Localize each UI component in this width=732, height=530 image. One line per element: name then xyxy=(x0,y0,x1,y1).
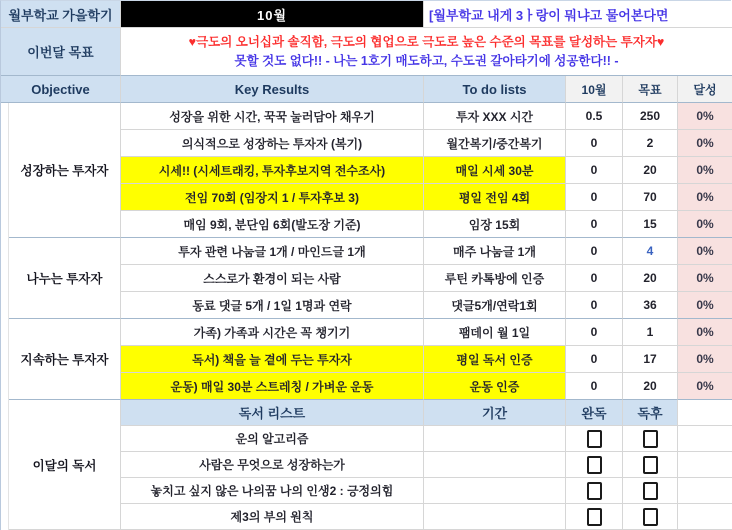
book-period-cell[interactable] xyxy=(424,504,566,530)
column-header-todo: To do lists xyxy=(424,76,566,103)
achieved-value: 0% xyxy=(678,346,732,373)
todo-cell[interactable]: 월간복기/중간복기 xyxy=(424,130,566,157)
book-period-cell[interactable] xyxy=(424,478,566,504)
kr-cell[interactable]: 매임 9회, 분단임 6회(발도장 기준) xyxy=(121,211,424,238)
column-header-key-results: Key Results xyxy=(121,76,424,103)
done-checkbox[interactable] xyxy=(587,456,602,474)
column-header-achieved: 달성 xyxy=(678,76,732,103)
achieved-value: 0% xyxy=(678,157,732,184)
column-header-month: 10월 xyxy=(566,76,623,103)
objective-sharing-investor: 나누는 투자자 xyxy=(9,238,121,319)
review-checkbox[interactable] xyxy=(643,430,658,448)
monthly-goal-text xyxy=(121,28,732,76)
book-period-cell[interactable] xyxy=(424,426,566,452)
review-checkbox[interactable] xyxy=(643,508,658,526)
oct-value[interactable]: 0 xyxy=(566,373,623,400)
book-done-cell xyxy=(566,478,623,504)
book-spacer-cell xyxy=(678,452,732,478)
book-spacer-cell xyxy=(678,504,732,530)
book-done-cell xyxy=(566,452,623,478)
reading-period-header: 기간 xyxy=(424,400,566,426)
reading-header-spacer xyxy=(678,400,732,426)
month-banner: 10월 xyxy=(121,1,424,28)
todo-cell[interactable]: 평일 독서 인증 xyxy=(424,346,566,373)
achieved-value: 0% xyxy=(678,184,732,211)
achieved-value: 0% xyxy=(678,373,732,400)
book-review-cell xyxy=(623,478,678,504)
target-value[interactable]: 15 xyxy=(623,211,678,238)
book-title[interactable]: 놓치고 싶지 않은 나의꿈 나의 인생2 : 긍정의힘 xyxy=(121,478,424,504)
book-review-cell xyxy=(623,504,678,530)
oct-value[interactable]: 0 xyxy=(566,130,623,157)
oct-value[interactable]: 0 xyxy=(566,319,623,346)
kr-cell[interactable]: 가족) 가족과 시간은 꼭 챙기기 xyxy=(121,319,424,346)
target-value[interactable]: 70 xyxy=(623,184,678,211)
book-done-cell xyxy=(566,504,623,530)
achieved-value: 0% xyxy=(678,319,732,346)
kr-cell[interactable]: 시세!! (시세트래킹, 투자후보지역 전수조사) xyxy=(121,157,424,184)
oct-value[interactable]: 0 xyxy=(566,238,623,265)
achieved-value: 0% xyxy=(678,292,732,319)
target-value[interactable]: 36 xyxy=(623,292,678,319)
achieved-value: 0% xyxy=(678,238,732,265)
oct-value[interactable]: 0 xyxy=(566,184,623,211)
objective-monthly-reading: 이달의 독서 xyxy=(9,400,121,530)
todo-cell[interactable]: 매주 나눔글 1개 xyxy=(424,238,566,265)
oct-value[interactable]: 0 xyxy=(566,346,623,373)
todo-cell[interactable]: 매일 시세 30분 xyxy=(424,157,566,184)
done-checkbox[interactable] xyxy=(587,482,602,500)
reading-review-header: 독후 xyxy=(623,400,678,426)
todo-cell[interactable]: 루틴 카톡방에 인증 xyxy=(424,265,566,292)
book-review-cell xyxy=(623,452,678,478)
review-checkbox[interactable] xyxy=(643,456,658,474)
done-checkbox[interactable] xyxy=(587,508,602,526)
todo-cell[interactable]: 평일 전임 4회 xyxy=(424,184,566,211)
book-title[interactable]: 운의 알고리즘 xyxy=(121,426,424,452)
goal-line-1: ♥극도의 오너십과 솔직함, 극도의 협업으로 극도로 높은 수준의 목표를 달성하는 투자자♥ xyxy=(188,35,665,50)
kr-cell[interactable]: 성장을 위한 시간, 꾹꾹 눌러담아 채우기 xyxy=(121,103,424,130)
book-review-cell xyxy=(623,426,678,452)
monthly-goal-label: 이번달 목표 xyxy=(1,28,121,76)
oct-value[interactable]: 0 xyxy=(566,211,623,238)
kr-cell[interactable]: 의식적으로 성장하는 투자자 (복기) xyxy=(121,130,424,157)
oct-value[interactable]: 0 xyxy=(566,292,623,319)
target-value[interactable]: 1 xyxy=(623,319,678,346)
kr-cell[interactable]: 동료 댓글 5개 / 1일 1명과 연락 xyxy=(121,292,424,319)
todo-cell[interactable]: 팸데이 월 1일 xyxy=(424,319,566,346)
kr-cell[interactable]: 운동) 매일 30분 스트레칭 / 가벼운 운동 xyxy=(121,373,424,400)
kr-cell[interactable]: 투자 관련 나눔글 1개 / 마인드글 1개 xyxy=(121,238,424,265)
review-checkbox[interactable] xyxy=(643,482,658,500)
target-value[interactable]: 20 xyxy=(623,265,678,292)
oct-value[interactable]: 0.5 xyxy=(566,103,623,130)
term-title: 월부학교 가을학기 xyxy=(1,1,121,28)
book-spacer-cell xyxy=(678,478,732,504)
column-header-target: 목표 xyxy=(623,76,678,103)
todo-cell[interactable]: 임장 15회 xyxy=(424,211,566,238)
target-value[interactable]: 4 xyxy=(623,238,678,265)
achieved-value: 0% xyxy=(678,130,732,157)
achieved-value: 0% xyxy=(678,211,732,238)
goal-line-2: 못할 것도 없다!! - 나는 1호기 매도하고, 수도권 갈아타기에 성공한다!! - xyxy=(234,53,619,68)
book-title[interactable]: 제3의 부의 원칙 xyxy=(121,504,424,530)
column-header-objective: Objective xyxy=(1,76,121,103)
book-spacer-cell xyxy=(678,426,732,452)
objective-persisting-investor: 지속하는 투자자 xyxy=(9,319,121,400)
target-value[interactable]: 2 xyxy=(623,130,678,157)
achieved-value: 0% xyxy=(678,265,732,292)
objective-growing-investor: 성장하는 투자자 xyxy=(9,103,121,238)
target-value[interactable]: 20 xyxy=(623,157,678,184)
left-gutter xyxy=(1,103,9,530)
todo-cell[interactable]: 운동 인증 xyxy=(424,373,566,400)
book-title[interactable]: 사람은 무엇으로 성장하는가 xyxy=(121,452,424,478)
done-checkbox[interactable] xyxy=(587,430,602,448)
todo-cell[interactable]: 댓글5개/연락1회 xyxy=(424,292,566,319)
achieved-value: 0% xyxy=(678,103,732,130)
oct-value[interactable]: 0 xyxy=(566,157,623,184)
target-value[interactable]: 250 xyxy=(623,103,678,130)
target-value[interactable]: 17 xyxy=(623,346,678,373)
kr-cell[interactable]: 스스로가 환경이 되는 사람 xyxy=(121,265,424,292)
oct-value[interactable]: 0 xyxy=(566,265,623,292)
book-period-cell[interactable] xyxy=(424,452,566,478)
todo-cell[interactable]: 투자 XXX 시간 xyxy=(424,103,566,130)
target-value[interactable]: 20 xyxy=(623,373,678,400)
header-note: [월부학교 내게 3ㅏ랑이 뭐냐고 물어본다면 xyxy=(424,1,732,28)
reading-done-header: 완독 xyxy=(566,400,623,426)
kr-cell[interactable]: 전임 70회 (임장지 1 / 투자후보 3) xyxy=(121,184,424,211)
book-done-cell xyxy=(566,426,623,452)
reading-list-header: 독서 리스트 xyxy=(121,400,424,426)
kr-cell[interactable]: 독서) 책을 늘 곁에 두는 투자자 xyxy=(121,346,424,373)
